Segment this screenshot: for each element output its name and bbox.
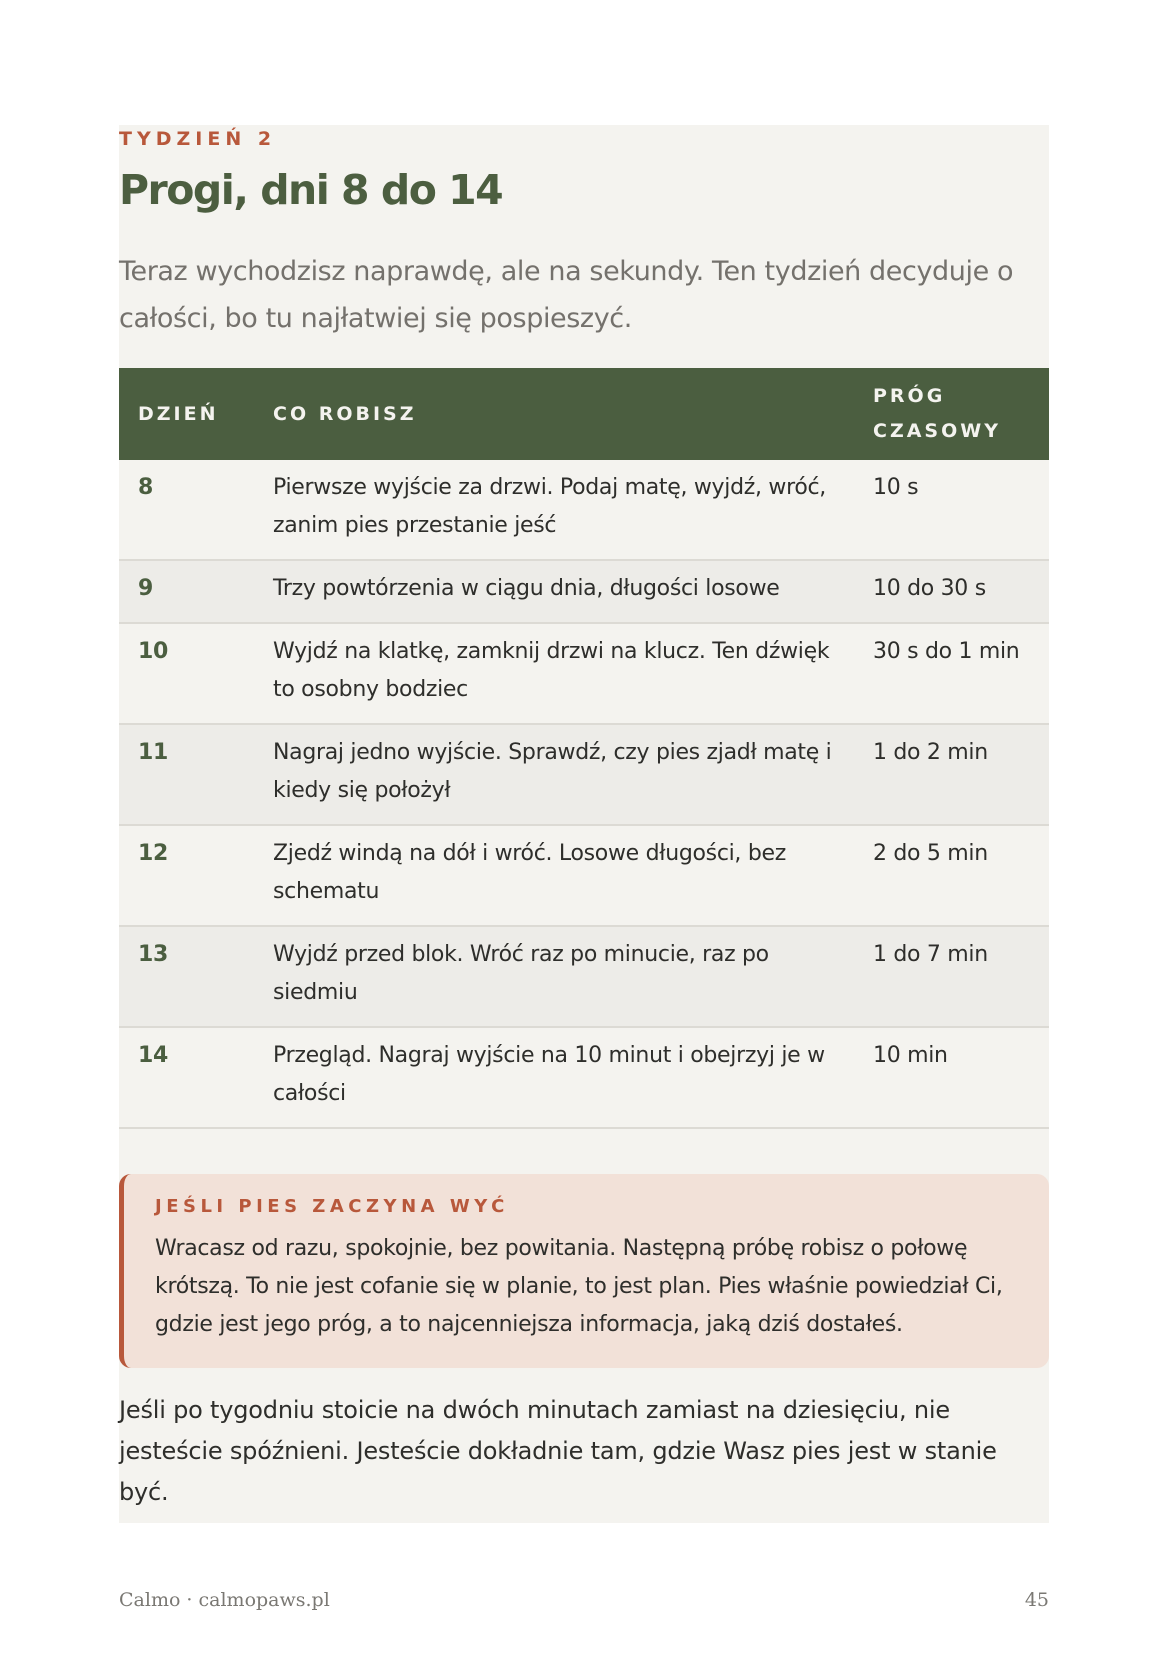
- table-row: [119, 825, 1049, 926]
- row-action: Pierwsze wyjście za drzwi. Podaj matę, wyjdź, wróć, zanim pies przestanie jeść: [254, 460, 854, 560]
- section-eyebrow: TYDZIEŃ 2: [119, 128, 277, 150]
- section-lead: Teraz wychodzisz naprawdę, ale na sekundy. Ten tydzień decyduje o całości, bo tu najłatwiej się pospieszyć.: [119, 256, 1014, 334]
- row-threshold: 30 s do 1 min: [854, 623, 1049, 724]
- row-action: Trzy powtórzenia w ciągu dnia, długości losowe: [254, 560, 854, 623]
- footer-brand: Calmo · calmopaws.pl: [119, 1589, 330, 1611]
- row-day: 14: [119, 1027, 254, 1128]
- row-threshold: 2 do 5 min: [854, 825, 1049, 926]
- page-number: 45: [1024, 1589, 1049, 1611]
- callout-heading: JEŚLI PIES ZACZYNA WYĆ: [155, 1196, 509, 1217]
- row-day: 13: [119, 926, 254, 1027]
- row-threshold: 1 do 7 min: [854, 926, 1049, 1027]
- row-day: 9: [119, 560, 254, 623]
- table-row: [119, 560, 1049, 623]
- howling-callout: [119, 1174, 1049, 1368]
- row-action: Nagraj jedno wyjście. Sprawdź, czy pies zjadł matę i kiedy się położył: [254, 724, 854, 825]
- callout-body: Wracasz od razu, spokojnie, bez powitania. Następną próbę robisz o połowę krótszą. To nie jest cofanie się w planie, to jest plan. Pies właśnie powiedział Ci, gdzie jest jego próg, a to najcenniejsza informacja, jaką dziś dostałeś.: [155, 1236, 1003, 1337]
- table-row: [119, 460, 1049, 560]
- closing-paragraph: Jeśli po tygodniu stoicie na dwóch minutach zamiast na dziesięciu, nie jesteście spóźnieni. Jesteście dokładnie tam, gdzie Wasz pies jest w stanie być.: [119, 1396, 997, 1506]
- header-action: CO ROBISZ: [254, 368, 854, 460]
- row-day: 12: [119, 825, 254, 926]
- row-threshold: 10 do 30 s: [854, 560, 1049, 623]
- thresholds-table: [119, 368, 1049, 1129]
- table-header: [119, 368, 1049, 460]
- row-threshold: 10 s: [854, 460, 1049, 560]
- row-day: 8: [119, 460, 254, 560]
- row-day: 11: [119, 724, 254, 825]
- header-day: DZIEŃ: [119, 368, 254, 460]
- row-threshold: 10 min: [854, 1027, 1049, 1128]
- row-action: Zjedź windą na dół i wróć. Losowe długości, bez schematu: [254, 825, 854, 926]
- row-action: Wyjdź na klatkę, zamknij drzwi na klucz. Ten dźwięk to osobny bodziec: [254, 623, 854, 724]
- row-day: 10: [119, 623, 254, 724]
- table-row: [119, 724, 1049, 825]
- row-action: Wyjdź przed blok. Wróć raz po minucie, raz po siedmiu: [254, 926, 854, 1027]
- row-threshold: 1 do 2 min: [854, 724, 1049, 825]
- table-row: [119, 623, 1049, 724]
- table-row: [119, 1027, 1049, 1128]
- table-row: [119, 926, 1049, 1027]
- section-title: Progi, dni 8 do 14: [119, 166, 503, 214]
- header-threshold: PRÓG CZASOWY: [854, 368, 1049, 460]
- row-action: Przegląd. Nagraj wyjście na 10 minut i obejrzyj je w całości: [254, 1027, 854, 1128]
